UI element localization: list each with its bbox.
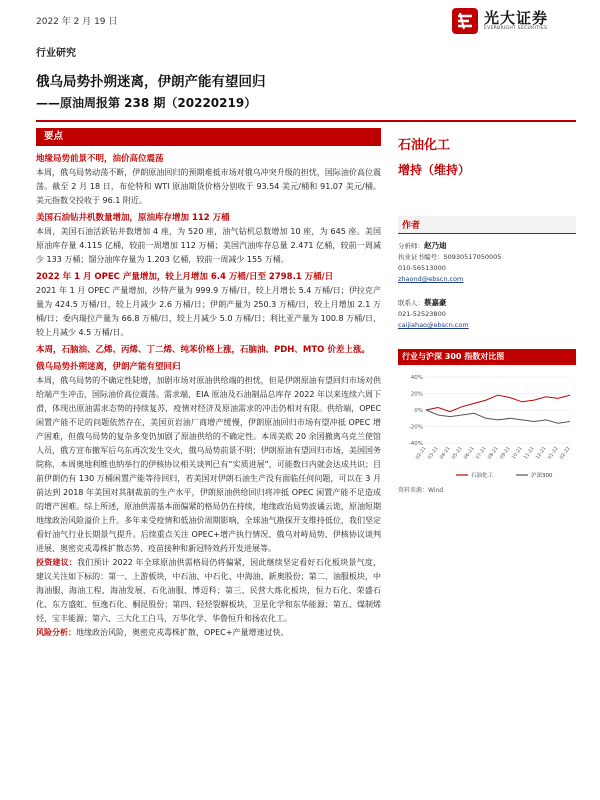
paragraph-label: 风险分析： [36, 628, 76, 637]
chart-title: 行业与沪深 300 指数对比图 [398, 349, 576, 365]
summary-body [36, 152, 381, 640]
analyst-label: 分析师： [398, 242, 424, 250]
summary-highlight: 美国石油钻井机数量增加，原油库存增加 112 万桶 [36, 213, 230, 223]
x-tick-label: 01-22 [547, 446, 560, 461]
comparison-chart [398, 371, 576, 483]
series-line [426, 395, 570, 412]
paragraph-text: 我们预计 2022 年全球原油供需格局仍将偏紧，因此继续坚定看好石化板块景气度，建议关注如下标的：第一、上游板块，中石油、中石化、中海油、新奥股份；第二、油服板块，中海油服、海油工程、海油发展、石化油服、博迈科；第三、民营大炼化板块，恒力石化、荣盛石化、东方盛虹、恒逸石化、桐昆股份；第四、轻烃裂解板块，卫星化学和东华能源；第五、煤制烯烃，宝丰能源；第六、三大化工白马，万华化学、华鲁恒升和扬农化工。 [36, 558, 381, 623]
paragraph-label: 投资建议： [36, 558, 77, 567]
contact-label: 联系人： [398, 299, 424, 307]
title-divider [36, 120, 576, 122]
x-tick-label: 10-21 [511, 446, 524, 461]
contact-name: 蔡嘉豪 [424, 298, 447, 307]
paragraph-text: 地缘政治风险，奥密克戎毒株扩散，OPEC+产量增速过快。 [76, 628, 289, 637]
y-tick-label: -20% [408, 424, 423, 431]
analyst-email-link[interactable]: zhaond@ebscn.com [398, 275, 464, 283]
author-heading: 作者 [398, 216, 576, 234]
x-tick-label: 12-21 [535, 446, 548, 461]
contact-block [398, 297, 576, 331]
logo-name-cn: 光大证券 [484, 9, 549, 27]
chart-source: 资料来源：Wind [398, 487, 444, 494]
series-line [426, 410, 570, 423]
x-tick-label: 02-21 [415, 446, 428, 461]
y-tick-label: 0% [414, 408, 423, 414]
industry-rating: 增持（维持） [398, 163, 471, 177]
summary-labeled-paragraph [36, 626, 381, 640]
summary-paragraph: 本周，俄乌局势的不确定性陡增，加剧市场对原油供给端的担忧，但是伊朗原油有望回归市场对供给端产生冲击，国际油价高位震荡。需求端，EIA 原油及石油制品总库存 2022 年以来连续六周下滑，体现出原油需求态势的持续复苏，疫情对经济及原油需求的冲击仍相对有限。供给端，OPEC 闲置产能不足的问题依然存在，美国页岩油厂商增产缓慢，伊朗原油回归市场有望冲抵 OPEC 增产困难，但俄乌局势的复杂多变仍加剧了原油供给的不确定性。本周美欧 20 余国撤离乌克兰使馆人员，俄方宣布撤军后乌东再次发生交火，俄乌局势前景不明；伊朗原油有望回归市场，美国国务院称，本周奥地利维也纳举行的伊核协议相关谈判已有“实质进展”，可能数日内就会达成共识；目前伊朗仍有 130 万桶闲置产能等待回归，若美国对伊朗石油生产没有面临任何问题，可以在 3 月前达到 2018 年美国对其制裁前的生产水平，伊朗原油供给回归将冲抵 OPEC 闲置产能不足造成的增产困难。综上所述，原油供需基本面偏紧的格局仍在持续，地缘政治局势波谲云诡，原油短期地缘政治风险溢价上升。多年来受疫情和低油价周期影响，全球油气勘探开支维持低位，我们坚定看好油气行业长期景气提升。后续重点关注 OPEC+增产执行情况、俄乌对峙局势、伊核协议谈判进展、奥密克戎毒株扩散态势、疫苗接种和新冠特效药开发进展等。 [36, 376, 381, 553]
x-tick-label: 02-22 [559, 446, 572, 461]
x-tick-label: 06-21 [463, 446, 476, 461]
y-tick-label: 40% [410, 375, 423, 381]
report-category: 行业研究 [36, 48, 76, 59]
report-title: 俄乌局势扑朔迷离，伊朗产能有望回归 [36, 74, 266, 90]
contact-email-link[interactable]: caijiahao@ebscn.com [398, 321, 469, 329]
x-tick-label: 05-21 [451, 446, 464, 461]
summary-heading: 要点 [36, 128, 381, 146]
x-tick-label: 11-21 [523, 446, 536, 461]
summary-labeled-paragraph [36, 556, 381, 626]
analyst-phone: 010-56513000 [398, 264, 446, 272]
logo-name-en: EVERBRIGHT SECURITIES [484, 26, 548, 31]
y-tick-label: -40% [408, 441, 423, 447]
report-subtitle: ——原油周报第 238 期（20220219） [36, 96, 257, 110]
legend-label: 石油化工 [471, 473, 494, 479]
analyst-cert: 执业证书编号：S0930517050005 [398, 253, 502, 261]
x-tick-label: 09-21 [499, 446, 512, 461]
x-tick-label: 07-21 [475, 446, 488, 461]
industry-name: 石油化工 [398, 138, 451, 153]
summary-paragraph: 本周，俄乌局势动荡不断，伊朗原油回归的预期难抵市场对俄乌冲突升级的担忧，国际油价高位震荡。截至 2 月 18 日，布伦特和 WTI 原油期货价格分别收于 93.54 美元/桶和 91.07 美元/桶。美元指数交投收于 96.1 附近。 [36, 168, 381, 205]
summary-highlight: 本周，石脑油、乙烯、丙烯、丁二烯、纯苯价格上涨，石脑油、PDH、MTO 价差上涨。 [36, 345, 370, 355]
logo-icon [452, 8, 478, 34]
legend-label: 沪深300 [531, 473, 553, 479]
analyst-block [398, 240, 576, 285]
report-date: 2022 年 2 月 19 日 [36, 17, 118, 27]
contact-phone: 021-52523800 [398, 310, 446, 318]
summary-highlight: 2022 年 1 月 OPEC 产量增加，较上月增加 6.4 万桶/日至 2798.1 万桶/日 [36, 272, 334, 282]
x-tick-label: 04-21 [439, 446, 452, 461]
x-tick-label: 08-21 [487, 446, 500, 461]
summary-column [36, 128, 381, 640]
summary-paragraph: 本周，美国石油活跃钻井数增加 4 座，为 520 座，油气钻机总数增加 10 座，为 645 座。美国原油库存量 4.115 亿桶，较前一周增加 112 万桶；美国汽油库存总量 2.471 亿桶，较前一周减少 133 万桶；馏分油库存量为 1.203 亿桶，较前一周减少 155 万桶。 [36, 227, 381, 264]
summary-highlight: 俄乌局势扑朔迷离，伊朗产能有望回归 [36, 362, 181, 372]
x-tick-label: 03-21 [427, 446, 440, 461]
analyst-name: 赵乃迪 [424, 241, 447, 250]
y-tick-label: 20% [410, 391, 423, 398]
summary-highlight: 地缘局势前景不明，油价高位震荡 [36, 154, 164, 164]
company-logo [452, 6, 572, 36]
sidebar [398, 128, 576, 494]
summary-paragraph: 2021 年 1 月 OPEC 产量增加，沙特产量为 999.9 万桶/日，较上月增长 5.4 万桶/日；伊拉克产量为 424.5 万桶/日，较上月减少 2.6 万桶/日；伊朗产量为 250.3 万桶/日，较上月增加 2.1 万桶/日；委内瑞拉产量为 66.8 万桶/日，较上月减少 5.0 万桶/日；利比亚产量为 100.8 万桶/日，较上月减少 4.5 万桶/日。 [36, 286, 381, 337]
